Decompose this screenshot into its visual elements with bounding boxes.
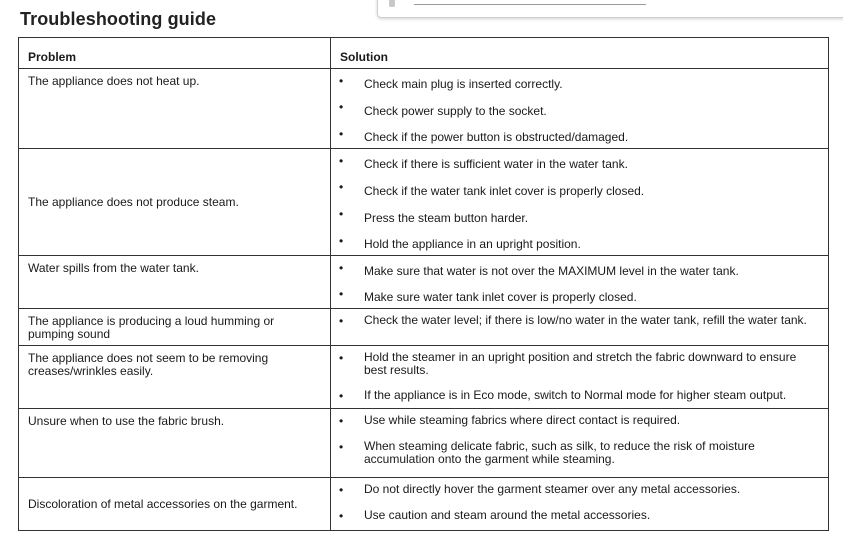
header-solution: Solution [331,38,829,69]
solution-cell [331,256,829,309]
solution-item [331,122,828,148]
solution-text: Check power supply to the socket. [364,103,547,118]
table-row [19,309,829,346]
solution-item [331,149,828,175]
solution-item [331,202,828,229]
bullet-icon: • [339,74,344,88]
solution-item [331,175,828,202]
bullet-icon: • [339,234,344,248]
solution-text: Check if the water tank inlet cover is properly closed. [364,183,645,198]
bullet-icon: • [339,100,344,114]
bullet-icon: • [339,389,344,403]
bullet-icon: • [339,509,344,523]
solution-text: Make sure that water is not over the MAXIMUM level in the water tank. [364,264,739,278]
header-problem: Problem [19,38,331,69]
bullet-icon: • [339,314,344,328]
solution-item [331,435,828,477]
solution-text: Do not directly hover the garment steamer over any metal accessories. [364,482,741,496]
table-row [19,69,829,149]
solution-text: If the appliance is in Eco mode, switch to Normal mode for higher steam output. [364,388,787,402]
bullet-icon: • [339,127,344,141]
bullet-icon: • [339,261,344,275]
solution-text: Check if the power button is obstructed/damaged. [364,130,629,144]
table-row [19,409,829,478]
solution-text: Press the steam button harder. [364,210,529,225]
solution-item [331,478,828,504]
bullet-icon: • [339,154,344,168]
solution-item [331,346,828,384]
overlay-popup-fragment [377,0,843,18]
popup-handle-icon [389,0,395,7]
solution-text: Make sure water tank inlet cover is properly closed. [364,290,637,304]
problem-cell: The appliance is producing a loud humming or pumping sound [19,309,331,346]
solution-cell [331,478,829,531]
solution-cell [331,149,829,256]
solution-item [331,384,828,408]
solution-cell [331,69,829,149]
solution-text: Use caution and steam around the metal accessories. [364,508,651,522]
table-row [19,346,829,409]
solution-cell [331,346,829,409]
solution-item [331,95,828,122]
bullet-icon: • [339,483,344,497]
problem-cell: Unsure when to use the fabric brush. [19,409,331,478]
table-header-row [19,38,829,69]
solution-item [331,309,828,345]
bullet-icon: • [339,207,344,221]
solution-cell [331,309,829,346]
table-row [19,256,829,309]
problem-cell: The appliance does not heat up. [19,69,331,149]
solution-item [331,229,828,255]
problem-cell: Water spills from the water tank. [19,256,331,309]
solution-text: Use while steaming fabrics where direct contact is required. [364,413,681,427]
solution-item [331,504,828,530]
solution-item [331,69,828,95]
bullet-icon: • [339,440,344,454]
solution-cell [331,409,829,478]
bullet-icon: • [339,287,344,301]
solution-item [331,256,828,282]
popup-divider [414,4,646,5]
problem-cell: Discoloration of metal accessories on the garment. [19,478,331,531]
troubleshooting-table [18,37,829,531]
solution-text: Check the water level; if there is low/no water in the water tank, refill the water tank. [364,313,807,327]
table-row [19,478,829,531]
solution-text: When steaming delicate fabric, such as silk, to reduce the risk of moisture accumulation onto the garment while steaming. [364,439,755,466]
bullet-icon: • [339,351,344,365]
solution-text: Check main plug is inserted correctly. [364,77,563,91]
solution-text: Hold the appliance in an upright position. [364,237,581,251]
solution-text: Check if there is sufficient water in the water tank. [364,157,628,171]
problem-cell: The appliance does not produce steam. [19,149,331,256]
bullet-icon: • [339,414,344,428]
problem-cell: The appliance does not seem to be removing creases/wrinkles easily. [19,346,331,409]
page-title: Troubleshooting guide [20,9,217,29]
solution-item [331,409,828,435]
solution-text: Hold the steamer in an upright position and stretch the fabric downward to ensure best results. [364,350,797,377]
table-row [19,149,829,256]
solution-item [331,282,828,308]
bullet-icon: • [339,180,344,194]
